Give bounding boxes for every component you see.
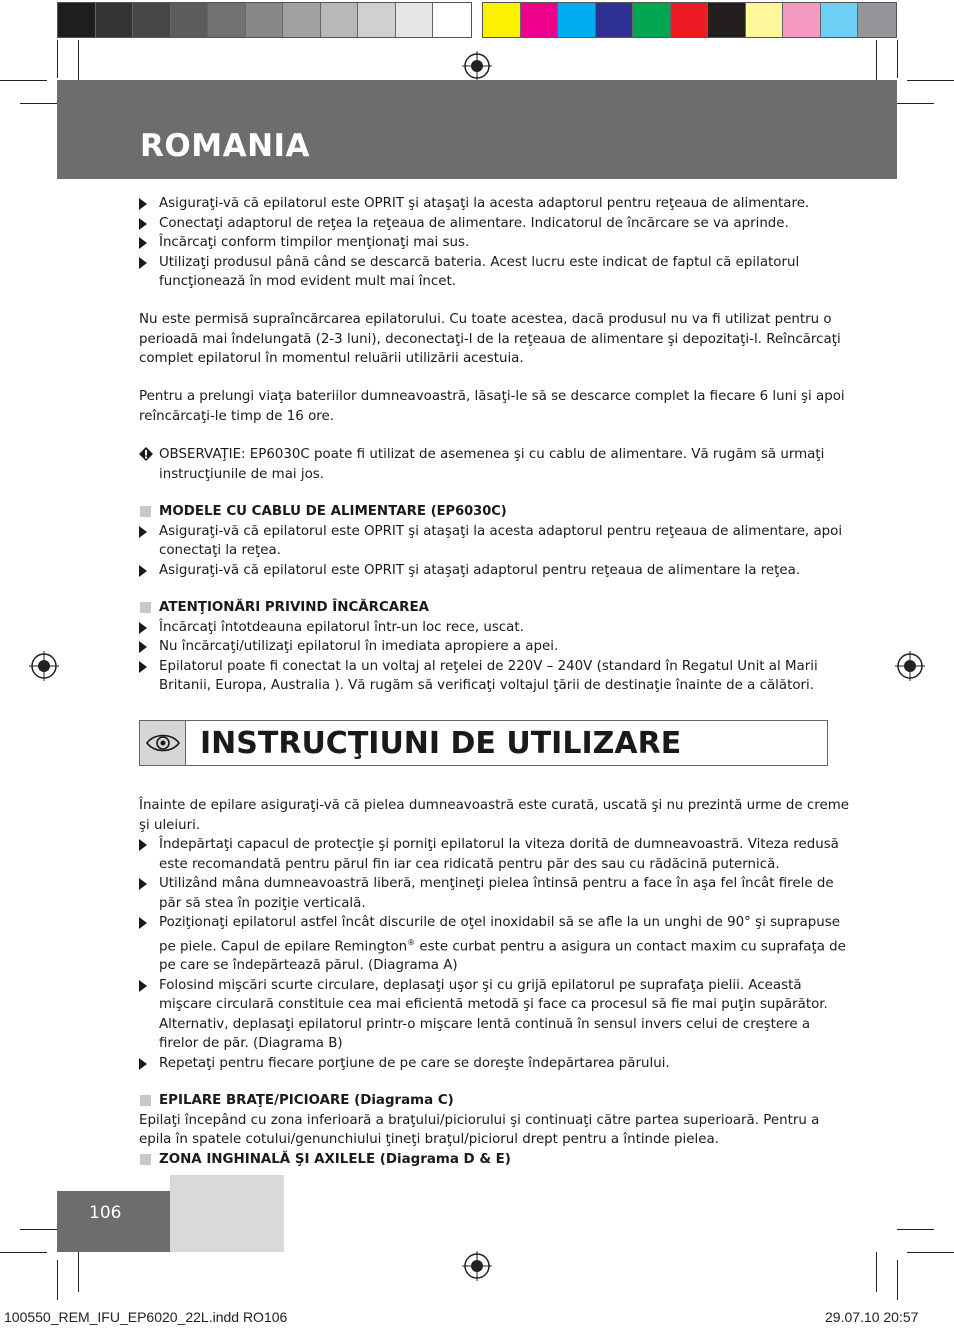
list-item-text: este curbat pentru a asigura un contact maxim cu suprafaţa de pe care se îndepărtează părul. (Diagrama A) bbox=[159, 938, 846, 974]
list-item-text: Utilizaţi produsul până când se descarcă bateria. Acest lucru este indicat de faptul că epilatorul funcţionează în mod evident mult mai încet. bbox=[159, 254, 800, 289]
eye-icon bbox=[140, 721, 186, 765]
list-item-text: Folosind mişcări scurte circulare, deplasaţi uşor şi cu grijă epilatorul pe suprafaţa pielii. Această mişcare circulară constituie cea mai eficientă metodă şi face ca procesul să fie mai puţin supărător. Alternativ, deplasaţi epilatorul printr-o mişcare lentă continuă în sensul invers celui de creştere a firelor de păr. (Diagrama B) bbox=[159, 977, 828, 1052]
color-swatch bbox=[708, 3, 746, 37]
gray-swatch bbox=[208, 3, 246, 37]
list-item bbox=[139, 214, 849, 234]
usage-instructions bbox=[139, 796, 849, 1073]
color-calibration-bar bbox=[482, 2, 897, 38]
charging-instructions bbox=[139, 194, 849, 292]
gray-swatch bbox=[433, 3, 471, 37]
heading-text: EPILARE BRAŢE/PICIOARE (Diagrama C) bbox=[159, 1093, 454, 1108]
usage-intro: Înainte de epilare asiguraţi-vă că pielea dumneavoastră este curată, uscată şi nu prezintă urme de creme şi uleiuri. bbox=[139, 798, 849, 833]
list-item-text: Epilatorul poate fi conectat la un voltaj al reţelei de 220V – 240V (standard în Regatul Unit al Marii Britanii, Europa, Australia ). Vă rugăm să verificaţi voltajul ţării de destinaţie înainte de a călători. bbox=[159, 658, 818, 693]
heading-model: (EP6030C) bbox=[430, 504, 507, 519]
color-swatch bbox=[671, 3, 709, 37]
bullet-arrow-icon bbox=[139, 1058, 147, 1070]
crop-mark bbox=[57, 40, 58, 78]
section-heading bbox=[139, 1091, 849, 1111]
crop-mark bbox=[78, 1252, 79, 1292]
crop-mark bbox=[897, 1260, 898, 1300]
color-swatch bbox=[521, 3, 559, 37]
bullet-arrow-icon bbox=[139, 839, 147, 851]
list-item bbox=[139, 874, 849, 913]
color-swatch bbox=[746, 3, 784, 37]
list-item bbox=[139, 637, 849, 657]
heading-square-icon bbox=[140, 1154, 151, 1165]
page-title: ROMANIA bbox=[140, 128, 311, 164]
country-banner bbox=[57, 80, 897, 179]
print-slug-date: 29.07.10 20:57 bbox=[825, 1309, 919, 1325]
gray-swatch bbox=[283, 3, 321, 37]
list-item-text: Conectaţi adaptorul de reţea la reţeaua de alimentare. Indicatorul de încărcare se va aprinde. bbox=[159, 215, 789, 231]
heading-text: ZONA INGHINALĂ ŞI AXILELE (Diagrama D & E) bbox=[159, 1151, 511, 1167]
crop-mark bbox=[897, 1229, 934, 1230]
list-item bbox=[139, 835, 849, 874]
section-title: INSTRUCŢIUNI DE UTILIZARE bbox=[200, 726, 682, 761]
crop-mark bbox=[0, 80, 47, 81]
color-swatch bbox=[633, 3, 671, 37]
charging-warnings-section bbox=[139, 598, 849, 696]
list-item bbox=[139, 253, 849, 292]
gray-swatch bbox=[358, 3, 396, 37]
list-item bbox=[139, 194, 849, 214]
bullet-arrow-icon bbox=[139, 878, 147, 890]
bullet-arrow-icon bbox=[139, 257, 147, 269]
crop-mark bbox=[897, 40, 898, 78]
section-heading bbox=[139, 502, 849, 522]
crop-mark bbox=[0, 1252, 47, 1253]
list-item bbox=[139, 618, 849, 638]
gray-swatch bbox=[58, 3, 96, 37]
list-item-text: Repetaţi pentru fiecare porţiune de pe care se doreşte îndepărtarea părului. bbox=[159, 1055, 670, 1071]
bullet-arrow-icon bbox=[139, 237, 147, 249]
bullet-arrow-icon bbox=[139, 917, 147, 929]
corded-models-section bbox=[139, 502, 849, 580]
gray-swatch bbox=[171, 3, 209, 37]
list-item-text: Încărcaţi întotdeauna epilatorul într-un loc rece, uscat. bbox=[159, 619, 524, 635]
gray-swatch bbox=[96, 3, 134, 37]
list-item-text: Îndepărtaţi capacul de protecţie şi porniţi epilatorul la viteza dorită de dumneavoastră. Viteza redusă este recomandată pentru părul fin iar cea ridicată pentru păr des sau cu rădăcină puternică. bbox=[159, 837, 839, 872]
list-item bbox=[139, 976, 849, 1054]
bullet-arrow-icon bbox=[139, 661, 147, 673]
crop-mark bbox=[20, 1229, 57, 1230]
bullet-arrow-icon bbox=[139, 980, 147, 992]
color-swatch bbox=[596, 3, 634, 37]
section-icon-cell bbox=[140, 721, 186, 765]
warning-diamond-icon bbox=[139, 447, 153, 461]
list-item bbox=[139, 1054, 849, 1074]
crop-mark bbox=[897, 103, 934, 104]
print-slug-file: 100550_REM_IFU_EP6020_22L.indd RO106 bbox=[4, 1309, 288, 1325]
heading-square-icon bbox=[140, 506, 151, 517]
list-item-text: Asiguraţi-vă că epilatorul este OPRIT şi ataşaţi la acesta adaptorul pentru reţeaua de alimentare. bbox=[159, 196, 810, 211]
registration-mark-icon bbox=[462, 1251, 492, 1281]
usage-section-header bbox=[139, 720, 828, 766]
bullet-arrow-icon bbox=[139, 218, 147, 230]
crop-mark bbox=[20, 103, 57, 104]
list-item bbox=[139, 522, 849, 561]
gray-swatch bbox=[133, 3, 171, 37]
crop-mark bbox=[907, 1252, 954, 1253]
list-item-text: Utilizând mâna dumneavoastră liberă, menţineţi pielea întinsă pentru a face în aşa fel încât firele de păr să stea în poziţie verticală. bbox=[159, 876, 834, 911]
bullet-arrow-icon bbox=[139, 526, 147, 538]
crop-mark bbox=[876, 40, 877, 80]
note bbox=[139, 445, 849, 484]
gray-calibration-bar bbox=[57, 2, 472, 38]
registered-mark: ® bbox=[407, 937, 416, 947]
note-text: OBSERVAŢIE: EP6030C poate fi utilizat de asemenea şi cu cablu de alimentare. Vă rugăm să urmaţi instrucţiunile de mai jos. bbox=[159, 447, 825, 482]
color-swatch bbox=[783, 3, 821, 37]
color-swatch bbox=[483, 3, 521, 37]
crop-mark bbox=[57, 1260, 58, 1300]
page-number-tab bbox=[170, 1175, 284, 1252]
registration-mark-icon bbox=[462, 51, 492, 81]
list-item-text: Nu încărcaţi/utilizaţi epilatorul în imediata apropiere a apei. bbox=[159, 639, 559, 654]
gray-swatch bbox=[396, 3, 434, 37]
overcharge-paragraph: Nu este permisă supraîncărcarea epilatorului. Cu toate acestea, dacă produsul nu va fi utilizat pentru o perioadă mai îndelungată (2-3 luni), deconectaţi-l de la reţeaua de alimentare şi depozitaţi-l. Reîncărcaţi complet epilatorul în momentul reluării utilizării acestuia. bbox=[139, 312, 841, 366]
bullet-arrow-icon bbox=[139, 565, 147, 577]
registration-mark-icon bbox=[29, 651, 59, 681]
list-item-text: Încărcaţi conform timpilor menţionaţi mai sus. bbox=[159, 235, 470, 250]
battery-life-paragraph: Pentru a prelungi viaţa bateriilor dumneavoastră, lăsaţi-le să se descarce complet la fiecare 6 luni şi apoi reîncărcaţi-le timp de 16 ore. bbox=[139, 389, 845, 424]
color-swatch bbox=[558, 3, 596, 37]
list-item bbox=[139, 657, 849, 696]
registration-mark-icon bbox=[895, 651, 925, 681]
color-swatch bbox=[858, 3, 896, 37]
list-item bbox=[139, 913, 849, 976]
heading-text: ATENŢIONĂRI PRIVIND ÎNCĂRCAREA bbox=[159, 600, 429, 615]
list-item-text: Asiguraţi-vă că epilatorul este OPRIT şi ataşaţi adaptorul pentru reţeaua de alimentare la reţea. bbox=[159, 562, 801, 578]
crop-mark bbox=[876, 1252, 877, 1292]
arms-legs-section bbox=[139, 1091, 849, 1169]
heading-square-icon bbox=[140, 602, 151, 613]
heading-square-icon bbox=[140, 1095, 151, 1106]
page-number: 106 bbox=[89, 1203, 122, 1223]
bullet-arrow-icon bbox=[139, 622, 147, 634]
list-item bbox=[139, 233, 849, 253]
bullet-arrow-icon bbox=[139, 641, 147, 653]
list-item-text: Asiguraţi-vă că epilatorul este OPRIT şi ataşaţi la acesta adaptorul pentru reţeaua de alimentare, apoi conectaţi la reţea. bbox=[159, 523, 843, 558]
gray-swatch bbox=[246, 3, 284, 37]
color-swatch bbox=[821, 3, 859, 37]
heading-text: MODELE CU CABLU DE ALIMENTARE bbox=[159, 504, 427, 519]
arms-legs-text: Epilaţi începând cu zona inferioară a braţului/piciorului şi continuaţi către partea superioară. Pentru a epila în spatele cotului/genunchiului ţineţi braţul/piciorul drept pentru a întinde pielea. bbox=[139, 1112, 820, 1147]
list-item-text: Poziţionaţi epilatorul astfel încât discurile de oţel inoxidabil să se afle la un unghi de 90° şi suprapuse pe piele. Capul de epilare Remington bbox=[159, 915, 840, 954]
crop-mark bbox=[907, 80, 954, 81]
list-item bbox=[139, 561, 849, 581]
section-heading bbox=[139, 598, 849, 618]
section-heading bbox=[139, 1150, 849, 1170]
gray-swatch bbox=[321, 3, 359, 37]
bullet-arrow-icon bbox=[139, 198, 147, 210]
page-number-box bbox=[57, 1191, 170, 1252]
crop-mark bbox=[78, 40, 79, 80]
